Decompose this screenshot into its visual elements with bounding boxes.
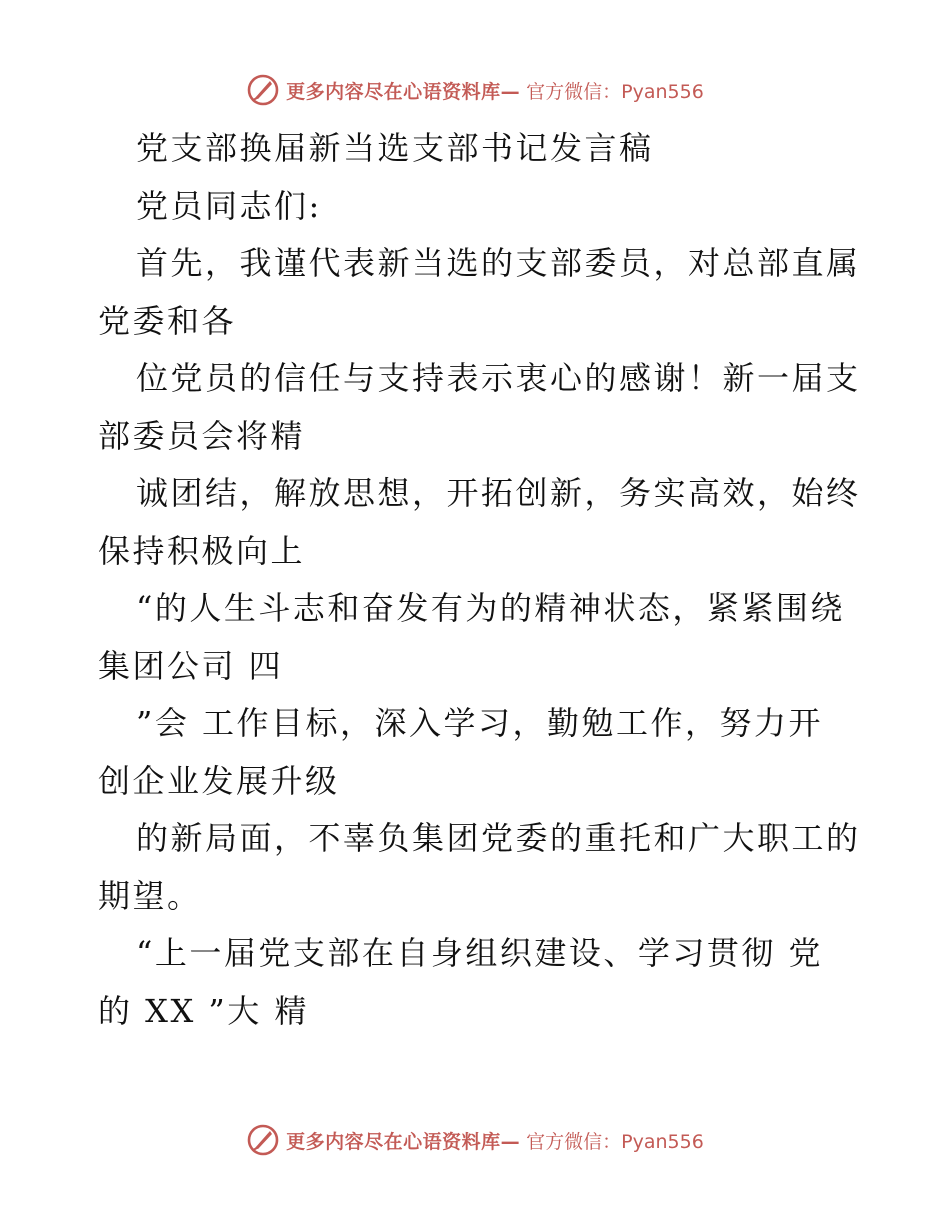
body-line: 党委和各	[98, 301, 237, 340]
salutation: 党员同志们:	[136, 186, 322, 225]
body-line: “的人生斗志和奋发有为的精神状态，紧紧围绕	[136, 589, 845, 627]
body-line: 部委员会将精	[98, 416, 306, 455]
body-line: 保持积极向上	[98, 531, 306, 570]
body-line: 的新局面，不辜负集团党委的重托和广大职工的	[136, 819, 861, 857]
body-line: 期望。	[98, 876, 202, 915]
watermark-wechat: 官方微信：Pyan556	[526, 80, 704, 103]
feather-pen-logo-icon	[246, 73, 280, 107]
watermark-text: 更多内容尽在心语资料库—	[286, 80, 521, 103]
feather-pen-logo-icon	[246, 1123, 280, 1157]
body-line: 创企业发展升级	[98, 761, 340, 800]
document-title: 党支部换届新当选支部书记发言稿	[136, 129, 654, 167]
watermark-wechat: 官方微信：Pyan556	[526, 1130, 704, 1153]
watermark-text: 更多内容尽在心语资料库—	[286, 1130, 521, 1153]
body-line: 集团公司 四	[98, 646, 284, 685]
header-watermark-banner	[0, 70, 950, 110]
body-line: 的 XX ”大 精	[98, 991, 309, 1030]
body-line: “上一届党支部在自身组织建设、学习贯彻 党	[136, 934, 824, 972]
body-line: ”会 工作目标，深入学习，勤勉工作，努力开	[136, 704, 824, 742]
body-line: 首先，我谨代表新当选的支部委员，对总部直属	[136, 244, 861, 282]
body-line: 位党员的信任与支持表示衷心的感谢！新一届支	[136, 359, 861, 397]
body-line: 诚团结，解放思想，开拓创新，务实高效，始终	[136, 474, 861, 512]
document-body	[98, 120, 861, 1040]
footer-watermark-banner	[0, 1120, 950, 1160]
